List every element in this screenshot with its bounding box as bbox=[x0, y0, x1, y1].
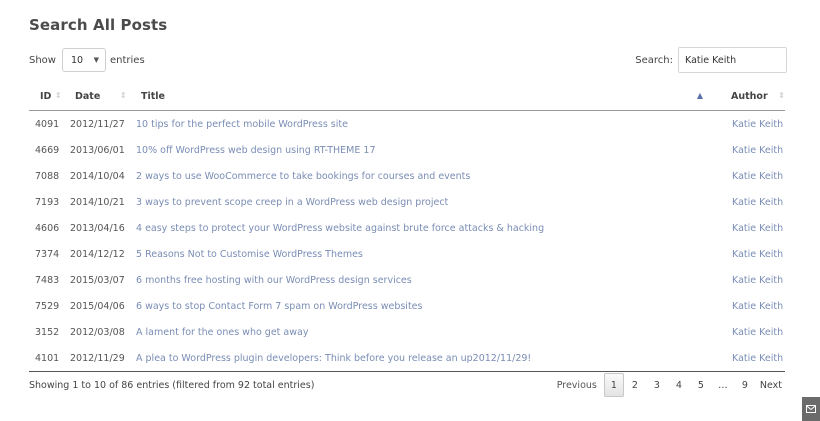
post-title-link[interactable]: 6 months free hosting with our WordPress design services bbox=[136, 274, 412, 286]
post-title-link[interactable]: A plea to WordPress plugin developers: Think before you release an up2012/11/29! bbox=[135, 345, 715, 372]
author-link[interactable]: Katie Keith bbox=[715, 345, 785, 372]
author-link[interactable]: Katie Keith bbox=[732, 326, 784, 338]
search-control bbox=[635, 47, 787, 73]
cell-date: 2013/06/01 bbox=[70, 144, 125, 156]
column-header-label: ID bbox=[40, 91, 52, 102]
cell-id: 7529 bbox=[35, 300, 60, 312]
table-header-row bbox=[29, 83, 785, 111]
length-prefix: Show bbox=[29, 54, 56, 66]
cell-date: 2014/10/04 bbox=[70, 170, 125, 182]
search-label: Search: bbox=[635, 54, 673, 66]
table-row bbox=[29, 267, 785, 293]
column-header-id[interactable] bbox=[29, 83, 63, 111]
column-header-label: Title bbox=[141, 91, 165, 102]
sort-both-icon: ⇕ bbox=[778, 91, 785, 100]
table-row bbox=[29, 215, 785, 241]
page-title: Search All Posts bbox=[29, 16, 168, 34]
cell-id: 7193 bbox=[35, 196, 60, 208]
post-title-link[interactable]: A lament for the ones who get away bbox=[136, 326, 309, 338]
search-input[interactable]: Katie Keith bbox=[678, 47, 787, 73]
table-row bbox=[29, 111, 785, 138]
table-row bbox=[29, 241, 785, 267]
page-button[interactable]: 9 bbox=[741, 379, 748, 391]
sort-asc-icon: ▲ bbox=[696, 91, 703, 100]
post-title-link[interactable]: 10% off WordPress web design using RT-THEME 17 bbox=[136, 144, 376, 156]
posts-table bbox=[29, 83, 785, 372]
author-link[interactable]: Katie Keith bbox=[732, 300, 784, 312]
cell-id: 7483 bbox=[35, 274, 60, 286]
table-row bbox=[29, 163, 785, 189]
cell-id: 4091 bbox=[35, 118, 60, 130]
page-button[interactable]: 5 bbox=[697, 379, 704, 391]
post-title-link[interactable]: 6 ways to stop Contact Form 7 spam on WordPress websites bbox=[136, 300, 423, 312]
column-header-author[interactable] bbox=[715, 83, 785, 111]
mail-tab[interactable] bbox=[802, 397, 820, 421]
author-link[interactable]: Katie Keith bbox=[732, 144, 784, 156]
cell-id: 7088 bbox=[35, 170, 60, 182]
author-link[interactable]: Katie Keith bbox=[732, 274, 784, 286]
cell-id: 4669 bbox=[35, 144, 60, 156]
table-row bbox=[29, 189, 785, 215]
page-button[interactable]: 3 bbox=[653, 379, 660, 391]
table-row bbox=[29, 137, 785, 163]
post-title-link[interactable]: 5 Reasons Not to Customise WordPress Themes bbox=[136, 248, 363, 260]
cell-date: 2012/03/08 bbox=[70, 326, 125, 338]
column-header-label: Author bbox=[731, 91, 768, 102]
cell-id: 4606 bbox=[35, 222, 60, 234]
post-title-link[interactable]: 4 easy steps to protect your WordPress website against brute force attacks & hacking bbox=[136, 222, 545, 234]
caret-down-icon: ▼ bbox=[93, 56, 99, 64]
table-info: Showing 1 to 10 of 86 entries (filtered from 92 total entries) bbox=[29, 380, 315, 391]
column-header-title[interactable] bbox=[135, 83, 715, 111]
post-title-link[interactable]: 10 tips for the perfect mobile WordPress site bbox=[136, 118, 348, 130]
cell-date: 2014/12/12 bbox=[70, 248, 125, 260]
table-row bbox=[29, 345, 785, 372]
sort-both-icon: ⇕ bbox=[55, 91, 62, 100]
entries-per-page-value: 10 bbox=[70, 54, 84, 66]
post-title-link[interactable]: 2 ways to use WooCommerce to take bookings for courses and events bbox=[136, 170, 471, 182]
length-suffix: entries bbox=[109, 54, 145, 66]
cell-id: 3152 bbox=[35, 326, 60, 338]
entries-per-page-select[interactable] bbox=[62, 48, 106, 72]
page-button[interactable]: 4 bbox=[675, 379, 682, 391]
table-body bbox=[29, 111, 785, 372]
pagination-ellipsis: … bbox=[718, 379, 728, 391]
next-page-button[interactable]: Next bbox=[759, 379, 782, 391]
sort-both-icon: ⇕ bbox=[120, 91, 127, 100]
cell-date: 2012/11/27 bbox=[70, 118, 125, 130]
cell-date: 2012/11/29 bbox=[63, 345, 135, 372]
page-button[interactable]: 2 bbox=[631, 379, 638, 391]
author-link[interactable]: Katie Keith bbox=[732, 170, 784, 182]
cell-date: 2014/10/21 bbox=[70, 196, 125, 208]
page-button-current[interactable]: 1 bbox=[604, 373, 624, 397]
cell-date: 2015/03/07 bbox=[70, 274, 125, 286]
pagination bbox=[557, 373, 782, 397]
mail-icon bbox=[806, 405, 816, 413]
cell-date: 2015/04/06 bbox=[70, 300, 125, 312]
table-row bbox=[29, 293, 785, 319]
table-row bbox=[29, 319, 785, 345]
column-header-label: Date bbox=[75, 91, 101, 102]
author-link[interactable]: Katie Keith bbox=[732, 196, 784, 208]
previous-page-button[interactable]: Previous bbox=[556, 379, 597, 391]
author-link[interactable]: Katie Keith bbox=[732, 118, 784, 130]
entries-length-control bbox=[29, 48, 145, 72]
column-header-date[interactable] bbox=[63, 83, 135, 111]
cell-date: 2013/04/16 bbox=[70, 222, 125, 234]
author-link[interactable]: Katie Keith bbox=[732, 248, 784, 260]
author-link[interactable]: Katie Keith bbox=[732, 222, 784, 234]
cell-id: 7374 bbox=[35, 248, 60, 260]
cell-id: 4101 bbox=[29, 345, 63, 372]
post-title-link[interactable]: 3 ways to prevent scope creep in a WordPress web design project bbox=[136, 196, 449, 208]
